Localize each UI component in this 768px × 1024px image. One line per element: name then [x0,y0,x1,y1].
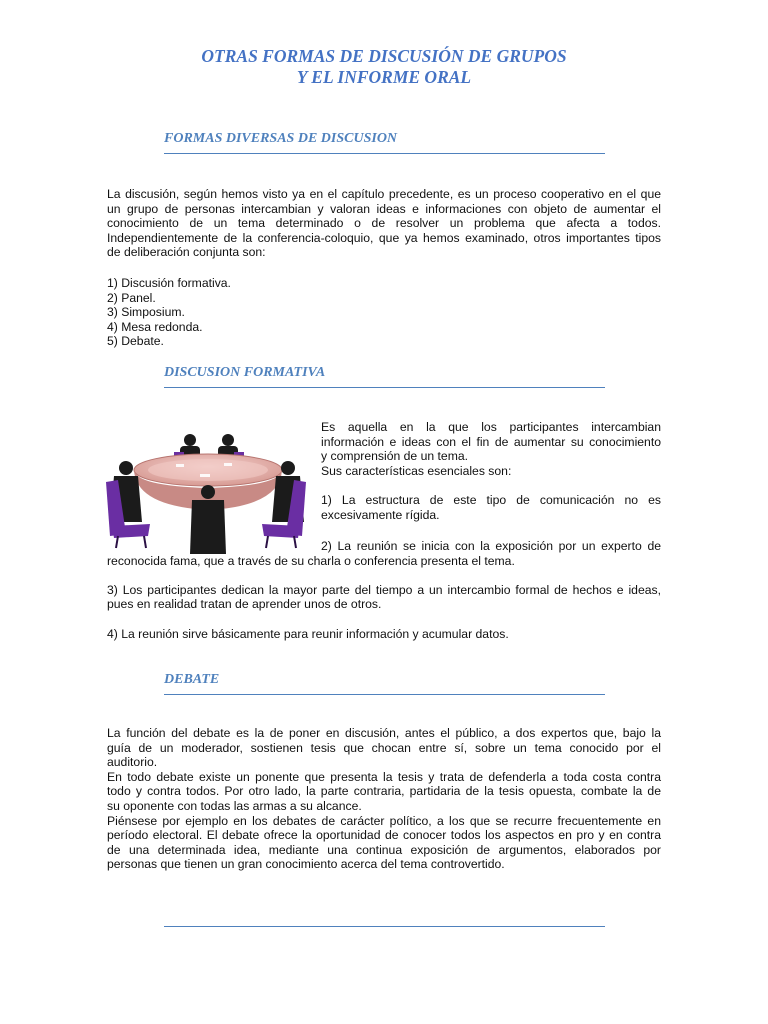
intro-line-1: La discusión, según hemos visto ya en el capítulo precedente, es un proceso cooperativo en el que [107,187,661,201]
intro-line-3: conocimiento de un tema determinado o de resolver un problema que afecta a todos. [107,216,661,231]
point-4: 4) La reunión sirve básicamente para reunir información y acumular datos. [107,626,509,641]
title-line-1: OTRAS FORMAS DE DISCUSIÓN DE GRUPOS [201,46,567,66]
section-heading-discusion-formativa: DISCUSION FORMATIVA [164,364,605,388]
discussion-types-list [107,276,231,349]
document-title [0,46,768,88]
point-3-line-1: 3) Los participantes dedican la mayor parte del tiempo a un intercambio formal de hechos e ideas, [107,582,661,597]
point-2-line-2: reconocida fama, que a través de su charla o conferencia presenta el tema. [107,553,515,568]
list-item: 3) Simposium. [107,305,185,320]
bottom-divider [164,926,605,927]
debate-line-5: todo y contra todos. Por otro lado, la parte contraria, partidaria de la tesis opuesta, combate la de [107,784,661,799]
section-heading-debate: DEBATE [164,671,605,695]
point-2-line-1: 2) La reunión se inicia con la exposición por un experto de [321,539,661,553]
formativa-line-1: Es aquella en la que los participantes intercambian [321,420,661,434]
debate-line-3: auditorio. [107,755,158,770]
list-item: 5) Debate. [107,334,164,349]
list-item: 1) Discusión formativa. [107,276,231,290]
debate-line-8: período electoral. El debate ofrece la oportunidad de conocer todos los aspectos en pro y en contra [107,828,661,843]
debate-line-4: En todo debate existe un ponente que presenta la tesis y trata de defenderla a toda costa contra [107,769,661,784]
debate-line-1: La función del debate es la de poner en discusión, antes el público, a dos expertos que, bajo la [107,726,661,740]
title-line-2: Y EL INFORME ORAL [296,67,472,87]
point-3-line-2: pues en realidad tratan de aprender unos de otros. [107,597,382,612]
features-intro: Sus características esenciales son: [321,463,512,478]
debate-line-6: su oponente con todas las armas a su alcance. [107,799,362,813]
debate-line-7: Piénsese por ejemplo en los debates de carácter político, a los que se recurre frecuentemente en [107,813,661,828]
intro-line-5: de deliberación conjunta son: [107,245,266,260]
debate-line-2: guía de un moderador, sostienen tesis que chocan entre sí, sobre un tema conocido por el [107,740,661,755]
point-1-line-1: 1) La estructura de este tipo de comunicación no es [321,493,661,507]
section-heading-formas-diversas: FORMAS DIVERSAS DE DISCUSION [164,130,605,154]
point-1-line-2: excesivamente rígida. [321,507,440,522]
round-table-meeting-illustration [104,430,308,554]
list-item: 2) Panel. [107,290,156,305]
debate-line-10: personas que tienen un gran conocimiento acerca del tema controvertido. [107,857,505,872]
formativa-line-2: información e ideas con el fin de aumentar su conocimiento [321,434,661,449]
intro-line-4: Independientemente de la conferencia-coloquio, que ya hemos examinado, otros importantes tipos [107,230,661,245]
list-item: 4) Mesa redonda. [107,319,203,334]
formativa-line-3: y comprensión de un tema. [321,449,469,464]
debate-line-9: de una determinada idea, mediante una continua exposición de argumentos, elaborados por [107,842,661,857]
intro-line-2: un grupo de personas intercambian y valoran ideas e informaciones con objeto de aumentar el [107,201,661,216]
